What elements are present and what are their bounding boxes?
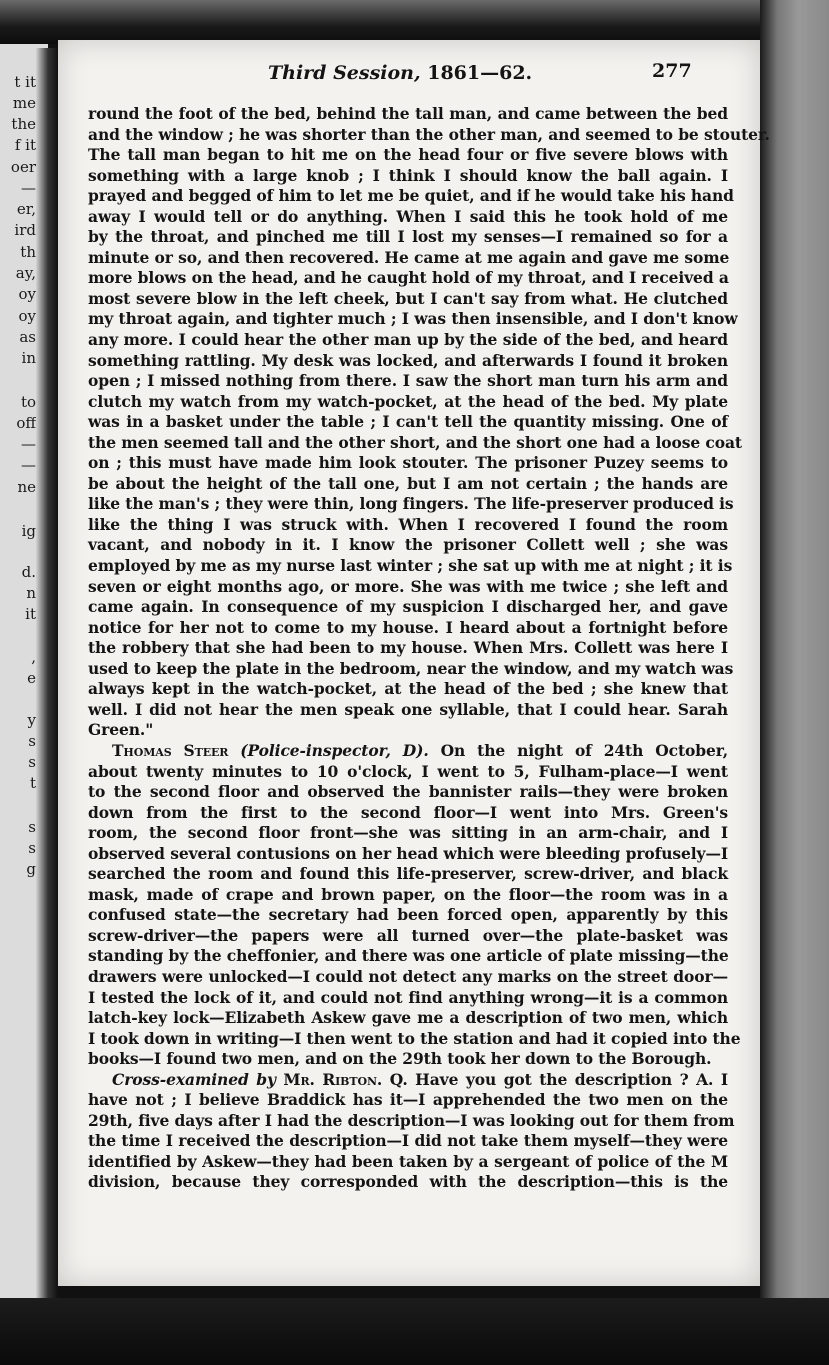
scan-top-border bbox=[0, 0, 829, 44]
facing-page-text-fragment: th bbox=[20, 243, 36, 261]
text-line bbox=[88, 412, 728, 433]
facing-page-text-fragment: t bbox=[29, 774, 36, 792]
line-text: well. I did not hear the men speak one syllable, that I could hear. Sarah bbox=[88, 699, 728, 719]
facing-page-text-fragment: s bbox=[28, 818, 36, 836]
line-text: mask, made of crape and brown paper, on the floor—the room was in a bbox=[88, 884, 728, 904]
text-line bbox=[88, 1131, 728, 1152]
text-line bbox=[88, 104, 728, 125]
line-text: confused state—the secretary had been forced open, apparently by this bbox=[88, 905, 728, 925]
line-text: searched the room and found this life-preserver, screw-driver, and black bbox=[88, 864, 728, 884]
text-line bbox=[88, 145, 728, 166]
text-line bbox=[88, 494, 734, 515]
line-text: notice for her not to come to my house. I heard about a fortnight before bbox=[88, 617, 728, 637]
facing-page-text-fragment: — bbox=[21, 435, 36, 453]
facing-page-text-fragment: ay, bbox=[15, 264, 36, 282]
running-title bbox=[268, 62, 532, 84]
text-line bbox=[88, 556, 733, 577]
text-line bbox=[88, 967, 728, 988]
text-line bbox=[88, 351, 728, 372]
line-text: vacant, and nobody in it. I know the prisoner Collett well ; she was bbox=[88, 535, 728, 555]
facing-page-text-fragment: ne bbox=[17, 478, 36, 496]
line-text: seven or eight months ago, or more. She was with me twice ; she left and bbox=[88, 576, 728, 596]
text-line bbox=[88, 803, 728, 824]
text-line bbox=[88, 864, 728, 885]
facing-page-text-fragment: t it bbox=[14, 73, 36, 91]
line-text: Green." bbox=[88, 720, 154, 740]
line-text: standing by the cheffonier, and there was one article of plate missing—the bbox=[88, 946, 729, 966]
text-line bbox=[88, 926, 728, 947]
line-text: by the throat, and pinched me till I lost my senses—I remained so for a bbox=[88, 227, 728, 247]
line-text: round the foot of the bed, behind the tall man, and came between the bed bbox=[88, 104, 728, 123]
text-line bbox=[88, 453, 728, 474]
line-text: any more. I could hear the other man up by the side of the bed, and heard bbox=[88, 330, 728, 350]
line-text: employed by me as my nurse last winter ; she sat up with me at night ; it is bbox=[88, 556, 733, 576]
line-text: always kept in the watch-pocket, at the head of the bed ; she knew that bbox=[88, 679, 728, 699]
text-line bbox=[88, 1090, 728, 1111]
facing-page-text-fragment: s bbox=[28, 732, 36, 750]
speaker-name: Mr. Ribton. bbox=[275, 1069, 383, 1089]
text-line bbox=[88, 1070, 728, 1091]
text-line bbox=[88, 1049, 728, 1070]
text-line bbox=[88, 1152, 728, 1173]
page-number: 277 bbox=[652, 60, 692, 82]
facing-page-text-fragment: me bbox=[12, 94, 36, 112]
facing-page-text-fragment: the bbox=[11, 115, 36, 133]
line-text: observed several contusions on her head which were bleeding profusely—I bbox=[88, 843, 728, 863]
line-text: and the window ; he was shorter than the other man, and seemed to be stouter. bbox=[88, 124, 770, 144]
line-text: something rattling. My desk was locked, and afterwards I found it broken bbox=[88, 350, 728, 370]
line-text: I took down in writing—I then went to the station and had it copied into the bbox=[88, 1028, 741, 1048]
text-line bbox=[88, 227, 728, 248]
line-text: the men seemed tall and the other short, and the short one had a loose coat bbox=[88, 432, 742, 452]
line-text: most severe blow in the left cheek, but I can't say from what. He clutched bbox=[88, 288, 728, 308]
text-line bbox=[88, 535, 728, 556]
scan-bottom-border bbox=[0, 1298, 829, 1365]
facing-page-text-fragment: y bbox=[27, 711, 36, 729]
text-line bbox=[88, 207, 728, 228]
facing-page-text-fragment: s bbox=[28, 753, 36, 771]
line-text: more blows on the head, and he caught hold of my throat, and I received a bbox=[88, 268, 729, 288]
text-line bbox=[88, 618, 728, 639]
line-text: like the thing I was struck with. When I recovered I found the room bbox=[88, 514, 728, 534]
line-text: clutch my watch from my watch-pocket, at the head of the bed. My plate bbox=[88, 391, 728, 411]
line-text: latch-key lock—Elizabeth Askew gave me a description of two men, which bbox=[88, 1008, 728, 1028]
facing-page-text-fragment: s bbox=[28, 839, 36, 857]
line-text: open ; I missed nothing from there. I saw the short man turn his arm and bbox=[88, 371, 728, 391]
line-italic-lead: Cross-examined by bbox=[112, 1069, 276, 1089]
facing-page-text-fragment: as bbox=[19, 328, 36, 346]
text-line bbox=[88, 720, 728, 741]
book-page bbox=[58, 40, 770, 1286]
text-line bbox=[88, 638, 728, 659]
line-text: identified by Askew—they had been taken by a sergeant of police of the M bbox=[88, 1151, 728, 1171]
line-text: have not ; I believe Braddick has it—I apprehended the two men on the bbox=[88, 1090, 728, 1110]
line-text: division, because they corresponded with the description—this is the bbox=[88, 1172, 728, 1192]
facing-page-text-fragment: n bbox=[26, 584, 36, 602]
line-text: the robbery that she had been to my house. When Mrs. Collett was here I bbox=[88, 638, 728, 658]
facing-page-text-fragment: oy bbox=[18, 307, 36, 325]
text-line bbox=[88, 823, 728, 844]
text-line bbox=[88, 1028, 741, 1050]
facing-page-text-fragment: ig bbox=[21, 522, 36, 540]
facing-page-text-fragment: g bbox=[26, 860, 36, 878]
text-line bbox=[88, 1110, 735, 1132]
text-line bbox=[88, 166, 728, 187]
speaker-name: Thomas Steer bbox=[112, 740, 229, 760]
running-title-italic: Third Session, bbox=[268, 62, 421, 84]
line-text: was in a basket under the table ; I can't tell the quantity missing. One of bbox=[88, 412, 728, 432]
page-body-text bbox=[88, 104, 770, 1193]
line-text: down from the first to the second floor—I went into Mrs. Green's bbox=[88, 802, 728, 822]
facing-page-text-fragment: d. bbox=[21, 563, 36, 581]
text-line bbox=[88, 289, 728, 310]
text-line bbox=[88, 577, 728, 598]
running-header bbox=[58, 60, 760, 88]
facing-page-text-fragment: e bbox=[27, 669, 36, 687]
text-line bbox=[88, 1008, 728, 1029]
line-text: minute or so, and then recovered. He came at me again and gave me some bbox=[88, 247, 730, 267]
text-line bbox=[88, 762, 728, 783]
text-line bbox=[88, 330, 728, 351]
text-line bbox=[88, 124, 770, 146]
line-text: came again. In consequence of my suspicion I discharged her, and gave bbox=[88, 597, 728, 617]
line-text: to the second floor and observed the bannister rails—they were broken bbox=[88, 782, 728, 802]
text-line bbox=[88, 309, 738, 330]
facing-page-text-fragment: ird bbox=[14, 221, 36, 239]
line-text: used to keep the plate in the bedroom, near the window, and my watch was bbox=[88, 658, 734, 678]
text-line bbox=[88, 186, 734, 207]
line-text: drawers were unlocked—I could not detect any marks on the street door— bbox=[88, 966, 728, 986]
facing-page-text-fragment: — bbox=[21, 456, 36, 474]
facing-page-text-fragment: it bbox=[25, 605, 36, 623]
text-line bbox=[88, 474, 728, 495]
line-text: I tested the lock of it, and could not find anything wrong—it is a common bbox=[88, 987, 728, 1007]
facing-page-text-fragment: oer bbox=[10, 158, 36, 176]
text-line bbox=[88, 597, 728, 618]
text-line bbox=[88, 946, 728, 967]
line-text: on ; this must have made him look stouter. The prisoner Puzey seems to bbox=[88, 453, 728, 473]
line-text: Q. Have you got the description ? A. I bbox=[382, 1069, 728, 1089]
scan-right-border bbox=[760, 0, 829, 1365]
text-line bbox=[88, 679, 728, 700]
text-line bbox=[88, 392, 728, 413]
facing-page-text-fragment: off bbox=[16, 414, 36, 432]
line-text: On the night of 24th October, bbox=[428, 740, 729, 760]
text-line bbox=[88, 905, 728, 926]
text-line bbox=[88, 658, 734, 680]
running-title-year: 1861—62. bbox=[420, 62, 533, 84]
text-line bbox=[88, 515, 728, 536]
line-text: books—I found two men, and on the 29th took her down to the Borough. bbox=[88, 1049, 712, 1069]
facing-page-text-fragment: er, bbox=[16, 200, 36, 218]
line-text: 29th, five days after I had the description—I was looking out for them from bbox=[88, 1110, 735, 1130]
line-text: prayed and begged of him to let me be quiet, and if he would take his hand bbox=[88, 186, 734, 206]
line-text: room, the second floor front—she was sitting in an arm-chair, and I bbox=[88, 823, 728, 843]
text-line bbox=[88, 1172, 728, 1193]
line-text: something with a large knob ; I think I should know the ball again. I bbox=[88, 165, 728, 185]
facing-page-text-fragment: to bbox=[20, 393, 36, 411]
facing-page-text-fragment: f it bbox=[14, 136, 36, 154]
facing-page-text-fragment: in bbox=[21, 349, 36, 367]
facing-page-text-fragment: — bbox=[21, 179, 36, 197]
text-line bbox=[88, 844, 728, 865]
text-line bbox=[88, 700, 728, 721]
line-text: be about the height of the tall one, but I am not certain ; the hands are bbox=[88, 473, 728, 493]
text-line bbox=[88, 432, 742, 454]
text-line bbox=[88, 741, 728, 762]
text-line bbox=[88, 885, 728, 906]
line-text: The tall man began to hit me on the head four or five severe blows with bbox=[88, 145, 728, 165]
text-line bbox=[88, 782, 728, 803]
text-line bbox=[88, 268, 728, 289]
text-line bbox=[88, 248, 728, 269]
line-text: like the man's ; they were thin, long fingers. The life-preserver produced is bbox=[88, 494, 734, 514]
line-text: the time I received the description—I did not take them myself—they were bbox=[88, 1131, 728, 1151]
text-line bbox=[88, 371, 728, 392]
line-text: away I would tell or do anything. When I said this he took hold of me bbox=[88, 206, 728, 226]
facing-page-text-fragment: oy bbox=[18, 285, 36, 303]
line-text: my throat again, and tighter much ; I was then insensible, and I don't know bbox=[88, 309, 738, 329]
book-gutter bbox=[36, 48, 58, 1298]
line-text: about twenty minutes to 10 o'clock, I went to 5, Fulham-place—I went bbox=[88, 761, 728, 781]
speaker-role: (Police-inspector, D). bbox=[240, 740, 429, 760]
text-line bbox=[88, 988, 728, 1009]
facing-page-text-fragment: , bbox=[31, 648, 36, 666]
line-text: screw-driver—the papers were all turned over—the plate-basket was bbox=[88, 925, 728, 945]
